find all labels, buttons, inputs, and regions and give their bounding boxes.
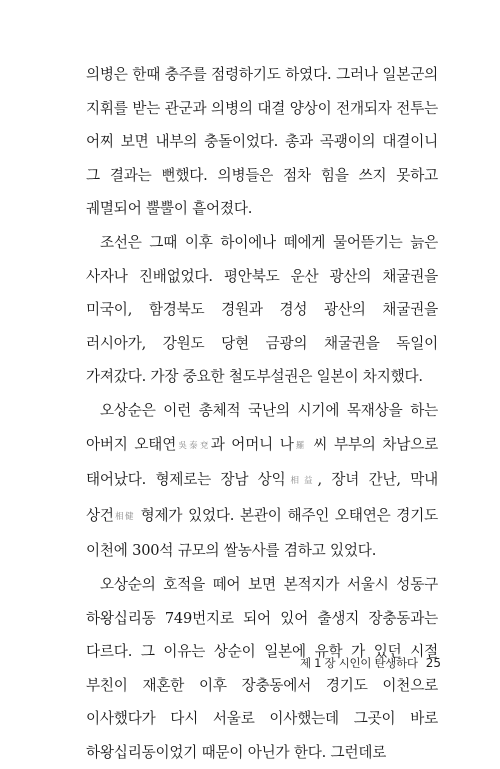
paragraph-text: 의병은 한때 충주를 점령하기도 하였다. 그러나 일본군의 지휘를 받는 관군과 의병의 대결 양상이 전개되자 전투는 어찌 보면 내부의 충돌이었다. 총과 곡괭이의 대결이니 그 결과는 뻔했다. 의병들은 점차 힘을 쓰지 못하고 궤멸되어 뿔뿔이 흩어졌다. (86, 66, 438, 218)
chapter-title: 제 1 장 시인이 탄생하다 (300, 656, 418, 670)
hanja-annotation: 吳泰兗 (176, 440, 211, 451)
paragraph-text: , 장녀 간난, 막내 상건 (86, 471, 438, 524)
paragraph (86, 394, 438, 568)
paragraph (86, 226, 438, 394)
paragraph-text: 오상순은 이런 총체적 국난의 시기에 목재상을 하는 아버지 오태연 (86, 401, 438, 453)
paragraph-text: 조선은 그때 이후 하이에나 떼에게 물어뜯기는 늙은 사자나 진배없었다. 평안북도 운산 광산의 채굴권을 미국이, 함경북도 경원과 경성 광산의 채굴권을 러시아가, 강원도 당현 금광의 채굴권을 독일이 가져갔다. 가장 중요한 철도부설권은 일본이 차지했다. (86, 233, 438, 386)
page-footer (300, 655, 440, 671)
hanja-annotation: 羅 (293, 440, 307, 451)
paragraph (86, 58, 438, 226)
hanja-annotation: 相益 (285, 476, 318, 487)
hanja-annotation: 相健 (113, 511, 135, 522)
paragraph-text: 씨 부부의 차남으로 태어났다. 형제로는 장남 상익 (86, 435, 438, 489)
paragraph-text: 형제가 있었다. 본관이 해주인 오태연은 경기도 이천에 300석 규모의 쌀농사를 겸하고 있었다. (86, 506, 438, 560)
page-number: 25 (425, 656, 442, 670)
paragraph-text: 오상순의 호적을 떼어 보면 본적지가 서울시 성동구 하왕십리동 749번지로 되어 있어 출생지 장충동과는 다르다. 그 이유는 상순이 일본에 유학 가 있던 시절 부친이 재혼한 이후 장충동에서 경기도 이천으로 이사했다가 다시 서울로 이사했는데 그곳이 바로 하왕십리동이었기 때문이 아닌가 한다. 그런데로 (86, 575, 438, 761)
paragraph-text: 과 어머니 나 (210, 435, 294, 453)
